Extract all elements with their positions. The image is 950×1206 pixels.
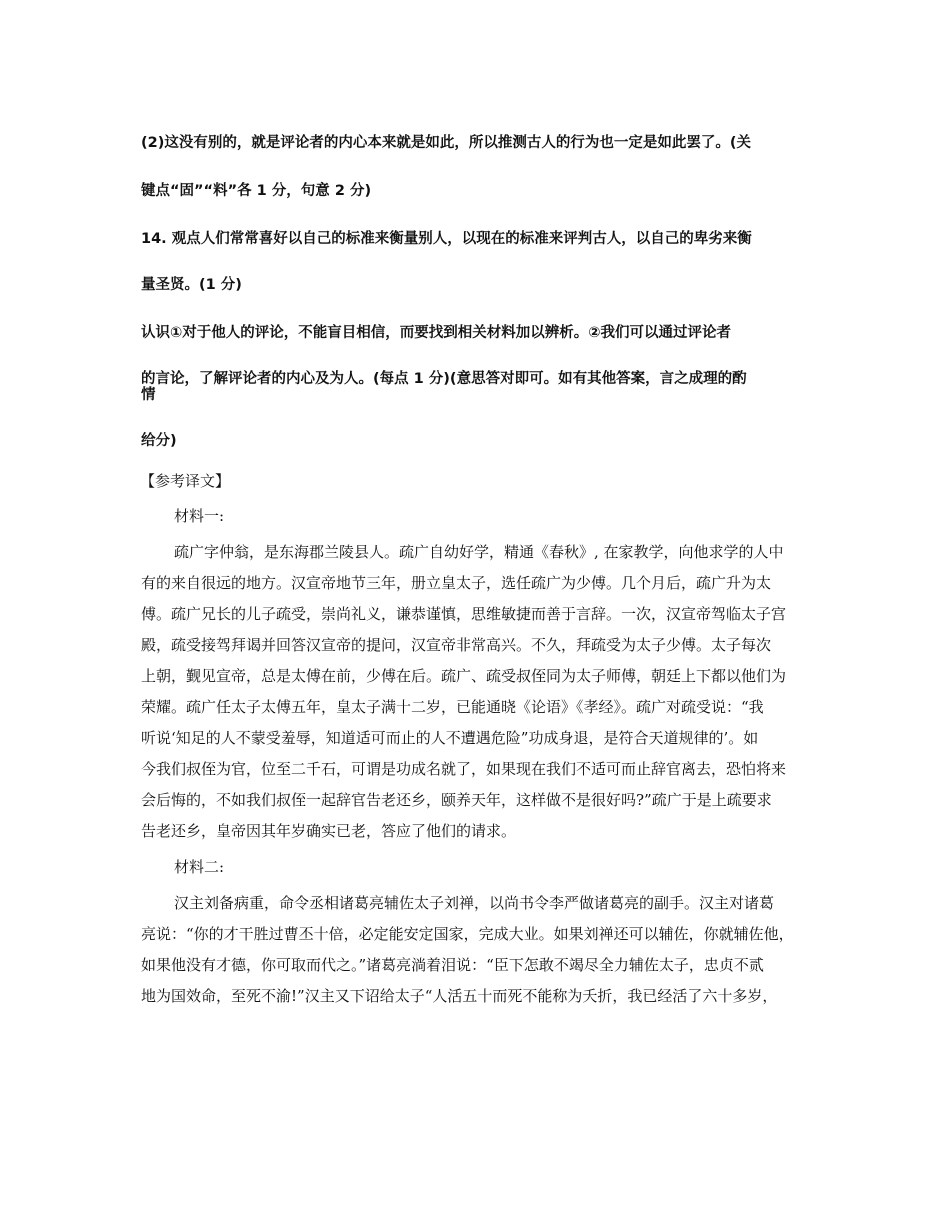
material-1-line: 傅。疏广兄长的儿子疏受，崇尚礼义，谦恭谨慎，思维敏捷而善于言辞。一次，汉宣帝驾临太子宫 — [141, 605, 787, 623]
answer-14-line-5: 给分) — [141, 433, 177, 449]
material-2-line: 亮说：“你的才干胜过曹丕十倍，必定能安定国家，完成大业。如果刘禅还可以辅佐，你就辅佐他， — [141, 925, 794, 943]
material-2-line: 地为国效命，至死不渝!”汉主又下诏给太子“人活五十而死不能称为夭折，我已经活了六十多岁， — [141, 987, 778, 1005]
material-1-label: 材料一: — [174, 507, 225, 525]
translation-heading: 【参考译文】 — [140, 472, 231, 490]
material-1-line: 上朝，觐见宣帝，总是太傅在前，少傅在后。疏广、疏受叔侄同为太子师傅，朝廷上下都以他们为 — [141, 667, 787, 685]
material-2-line: 汉主刘备病重，命令丞相诸葛亮辅佐太子刘禅，以尚书令李严做诸葛亮的副手。汉主对诸葛 — [174, 894, 775, 912]
material-1-line: 告老还乡，皇帝因其年岁确实已老，答应了他们的请求。 — [141, 822, 517, 840]
material-1-line: 殿，疏受接驾拜谒并回答汉宣帝的提问，汉宣帝非常高兴。不久，拜疏受为太子少傅。太子每次 — [141, 636, 772, 654]
material-1-line: 疏广字仲翁，是东海郡兰陵县人。疏广自幼好学，精通《春秋》, 在家教学，向他求学的人中 — [174, 543, 784, 561]
answer-14-line-2: 量圣贤。(1 分) — [141, 277, 242, 293]
answer-14-line-1: 14. 观点人们常常喜好以自己的标准来衡量别人，以现在的标准来评判古人，以自己的卑劣来衡 — [141, 231, 752, 247]
material-2-label: 材料二: — [174, 858, 225, 876]
answer-13-2-line-1: (2)这没有别的，就是评论者的内心本来就是如此，所以推测古人的行为也一定是如此罢了。(关 — [141, 135, 751, 151]
answer-14-line-3: 认识①对于他人的评论，不能盲目相信，而要找到相关材料加以辨析。②我们可以通过评论者 — [141, 325, 732, 341]
material-1-line: 会后悔的，不如我们叔侄一起辞官告老还乡，颐养天年，这样做不是很好吗?”疏广于是上疏要求 — [141, 791, 772, 809]
material-1-line: 荣耀。疏广任太子太傅五年，皇太子满十二岁，已能通晓《论语》《孝经》。疏广对疏受说：“我 — [141, 698, 764, 716]
material-2-line: 如果他没有才德，你可取而代之。”诸葛亮淌着泪说：“臣下怎敢不竭尽全力辅佐太子，忠贞不贰 — [141, 956, 764, 974]
material-1-line: 今我们叔侄为官，位至二千石，可谓是功成名就了，如果现在我们不适可而止辞官离去，恐怕将来 — [141, 760, 787, 778]
material-1-line: 有的来自很远的地方。汉宣帝地节三年，册立皇太子，选任疏广为少傅。几个月后，疏广升为太 — [141, 574, 772, 592]
answer-14-line-4-wrap: 情 — [141, 387, 156, 403]
answer-13-2-line-2: 键点“固”“料”各 1 分，句意 2 分) — [141, 183, 372, 199]
material-1-line: 听说‘知足的人不蒙受羞辱，知道适可而止的人不遭遇危险”功成身退，是符合天道规律的’。如 — [141, 729, 759, 747]
answer-14-line-4: 的言论，了解评论者的内心及为人。(每点 1 分)(意思答对即可。如有其他答案，言之成理的酌 — [141, 371, 747, 387]
